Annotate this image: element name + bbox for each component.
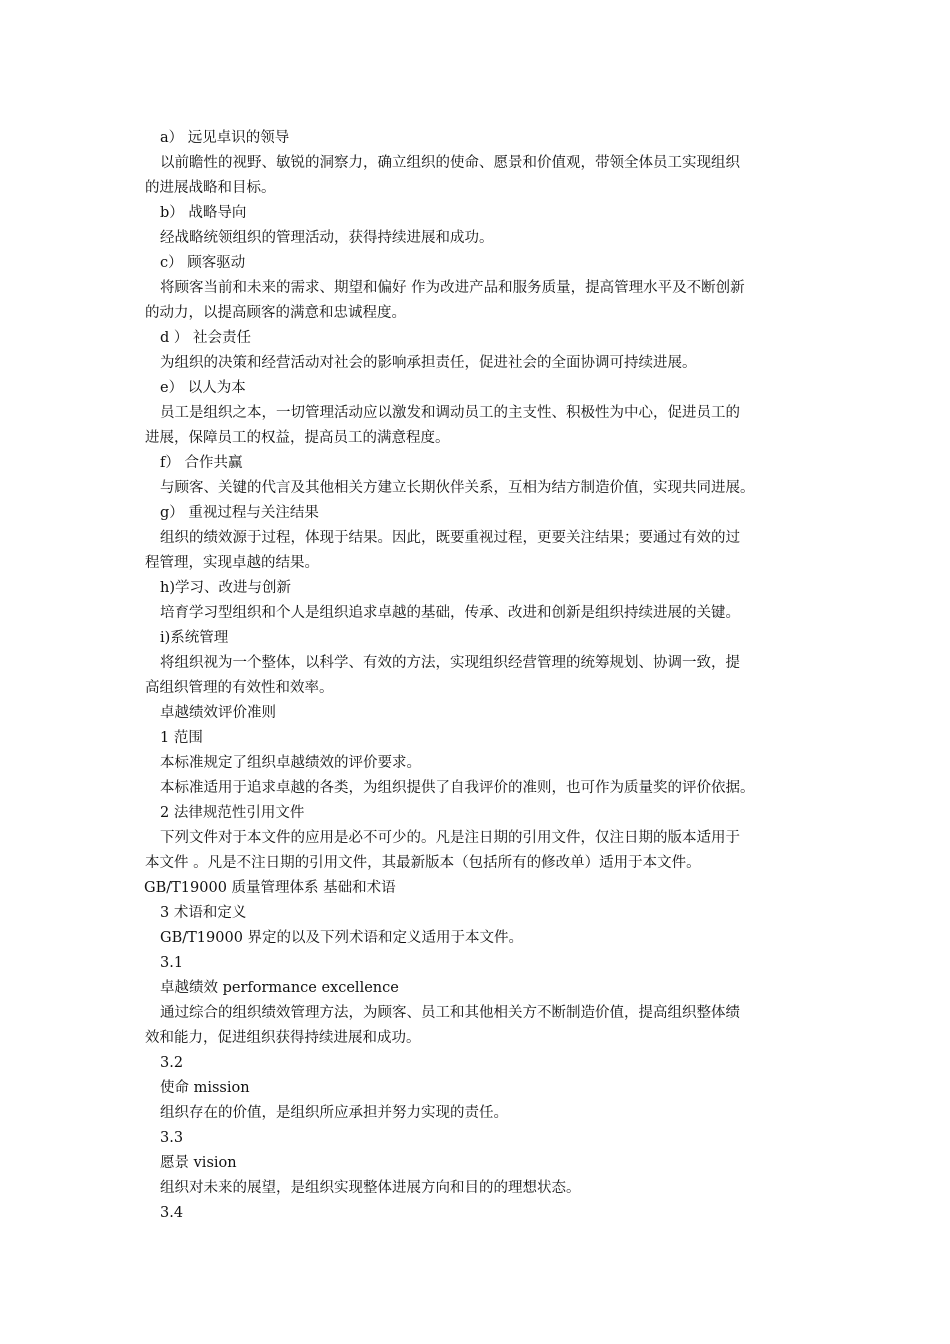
paragraph-d: 为组织的决策和经营活动对社会的影响承担责任，促进社会的全面协调可持续进展。 (160, 355, 697, 371)
heading-2-normative-references: 2 法律规范性引用文件 (160, 805, 305, 821)
paragraph-h: 培育学习型组织和个人是组织追求卓越的基础，传承、改进和创新是组织持续进展的关键。 (160, 605, 740, 621)
section-title-criteria: 卓越绩效评价准则 (160, 705, 276, 721)
reference-gb-t19000: GB/T19000 质量管理体系 基础和术语 (144, 880, 396, 896)
heading-h-learning-innovation: h)学习、改进与创新 (160, 580, 291, 596)
paragraph-references-line-1: 下列文件对于本文件的应用是必不可少的。凡是注日期的引用文件，仅注日期的版本适用于 (160, 830, 740, 846)
heading-c-customer-driven: c） 顾客驱动 (160, 255, 246, 271)
paragraph-e-line-2: 进展，保障员工的权益，提高员工的满意程度。 (145, 430, 450, 446)
definition-3-3: 组织对未来的展望，是组织实现整体进展方向和目的的理想状态。 (160, 1180, 581, 1196)
clause-number-3-1: 3.1 (160, 955, 184, 971)
term-performance-excellence: 卓越绩效 performance excellence (160, 980, 399, 996)
paragraph-f: 与顾客、关键的代言及其他相关方建立长期伙伴关系，互相为结方制造价值，实现共同进展。 (160, 480, 755, 496)
paragraph-e-line-1: 员工是组织之本，一切管理活动应以激发和调动员工的主支性、积极性为中心，促进员工的 (160, 405, 740, 421)
paragraph-g-line-1: 组织的绩效源于过程，体现于结果。因此，既要重视过程，更要关注结果；要通过有效的过 (160, 530, 740, 546)
heading-g-process-and-results: g） 重视过程与关注结果 (160, 505, 319, 521)
term-vision: 愿景 vision (160, 1155, 237, 1171)
paragraph-g-line-2: 程管理，实现卓越的结果。 (145, 555, 319, 571)
paragraph-a-line-1: 以前瞻性的视野、敏锐的洞察力，确立组织的使命、愿景和价值观，带领全体员工实现组织 (160, 155, 740, 171)
clause-number-3-4: 3.4 (160, 1205, 184, 1221)
paragraph-references-line-2: 本文件 。凡是不注日期的引用文件，其最新版本（包括所有的修改单）适用于本文件。 (145, 855, 701, 871)
term-mission: 使命 mission (160, 1080, 250, 1096)
heading-b-strategy-oriented: b） 战略导向 (160, 205, 247, 221)
heading-i-system-management: i)系统管理 (160, 630, 229, 646)
paragraph-terms: GB/T19000 界定的以及下列术语和定义适用于本文件。 (160, 930, 524, 946)
heading-1-scope: 1 范围 (160, 730, 203, 746)
paragraph-c-line-2: 的动力，以提高顾客的满意和忠诚程度。 (145, 305, 406, 321)
clause-number-3-2: 3.2 (160, 1055, 184, 1071)
paragraph-scope-2: 本标准适用于追求卓越的各类，为组织提供了自我评价的准则，也可作为质量奖的评价依据。 (160, 780, 755, 796)
definition-3-1-line-1: 通过综合的组织绩效管理方法，为顾客、员工和其他相关方不断制造价值，提高组织整体绩 (160, 1005, 740, 1021)
heading-d-social-responsibility: d ） 社会责任 (160, 330, 251, 346)
paragraph-i-line-1: 将组织视为一个整体，以科学、有效的方法，实现组织经营管理的统筹规划、协调一致，提 (160, 655, 740, 671)
heading-a-visionary-leadership: a） 远见卓识的领导 (160, 130, 290, 146)
clause-number-3-3: 3.3 (160, 1130, 184, 1146)
paragraph-a-line-2: 的进展战略和目标。 (145, 180, 276, 196)
heading-f-win-win: f） 合作共赢 (160, 455, 243, 471)
paragraph-b: 经战略统领组织的管理活动，获得持续进展和成功。 (160, 230, 494, 246)
paragraph-scope-1: 本标准规定了组织卓越绩效的评价要求。 (160, 755, 421, 771)
heading-3-terms-definitions: 3 术语和定义 (160, 905, 247, 921)
definition-3-1-line-2: 效和能力，促进组织获得持续进展和成功。 (145, 1030, 421, 1046)
definition-3-2: 组织存在的价值，是组织所应承担并努力实现的责任。 (160, 1105, 508, 1121)
paragraph-i-line-2: 高组织管理的有效性和效率。 (145, 680, 334, 696)
heading-e-people-oriented: e） 以人为本 (160, 380, 246, 396)
paragraph-c-line-1: 将顾客当前和未来的需求、期望和偏好 作为改进产品和服务质量，提高管理水平及不断创新 (160, 280, 745, 296)
